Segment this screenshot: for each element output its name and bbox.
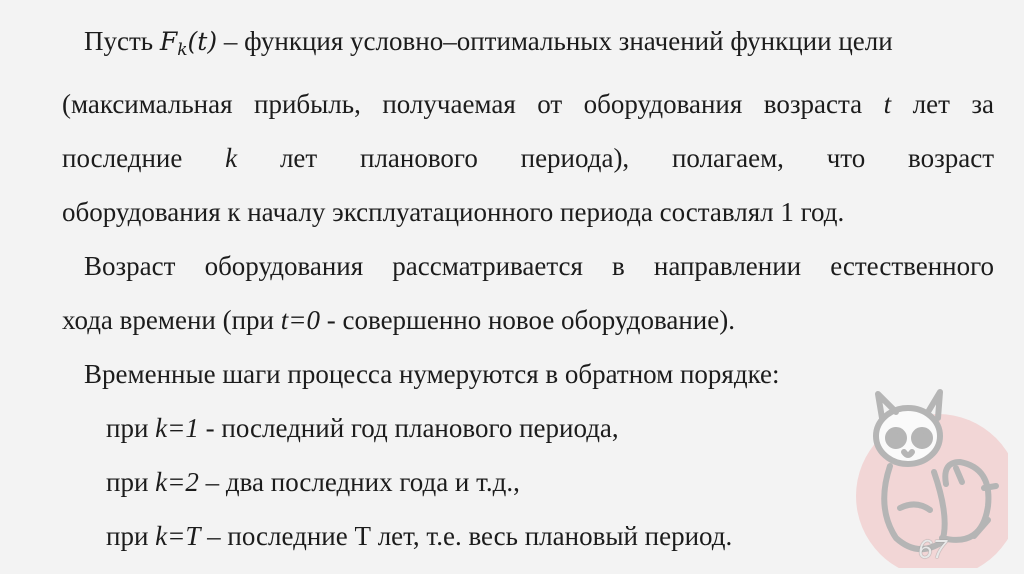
text-fragment: Пусть bbox=[84, 26, 154, 56]
page-number: 67 bbox=[918, 534, 947, 564]
text-fragment: – функция условно–оптимальных значений функции цели bbox=[223, 26, 893, 56]
var-t: t bbox=[883, 89, 892, 119]
para-definition-line1 bbox=[62, 14, 994, 77]
para-definition-line3 bbox=[62, 131, 994, 185]
var-k: k bbox=[225, 143, 238, 173]
para-age-line1: Возраст оборудования рассматривается в направлении естественного bbox=[84, 251, 994, 281]
text-fragment: при bbox=[106, 413, 149, 443]
math-base: F bbox=[159, 27, 178, 56]
text-fragment: хода времени (при bbox=[62, 305, 275, 335]
text-fragment: - последний год планового периода, bbox=[205, 413, 619, 443]
text-fragment: при bbox=[106, 521, 149, 551]
math-f-k-t bbox=[159, 27, 218, 60]
para-definition-line4: оборудования к началу эксплуатационного периода составлял 1 год. bbox=[62, 197, 845, 227]
text-fragment: (максимальная прибыль, получаемая от оборудования возраста bbox=[62, 89, 863, 119]
para-age-line2 bbox=[62, 293, 994, 347]
text-fragment: при bbox=[106, 467, 149, 497]
text-fragment: лет за bbox=[912, 89, 995, 119]
text-fragment: - совершенно новое оборудование). bbox=[326, 305, 735, 335]
math-arg: (t) bbox=[187, 27, 218, 56]
text-fragment: лет планового периода), полагаем, что возраст bbox=[279, 143, 995, 173]
math-k: k=T bbox=[155, 521, 201, 551]
text-fragment: последние bbox=[62, 143, 183, 173]
math-t-zero: t=0 bbox=[280, 305, 320, 335]
math-k: k=1 bbox=[155, 413, 199, 443]
math-subscript: k bbox=[177, 40, 188, 60]
para-steps: Временные шаги процесса нумеруются в обратном порядке: bbox=[84, 359, 780, 389]
para-definition-line2 bbox=[62, 77, 994, 131]
math-k: k=2 bbox=[155, 467, 199, 497]
text-fragment: – два последних года и т.д., bbox=[205, 467, 520, 497]
text-fragment: – последние Т лет, т.е. весь плановый период. bbox=[207, 521, 733, 551]
